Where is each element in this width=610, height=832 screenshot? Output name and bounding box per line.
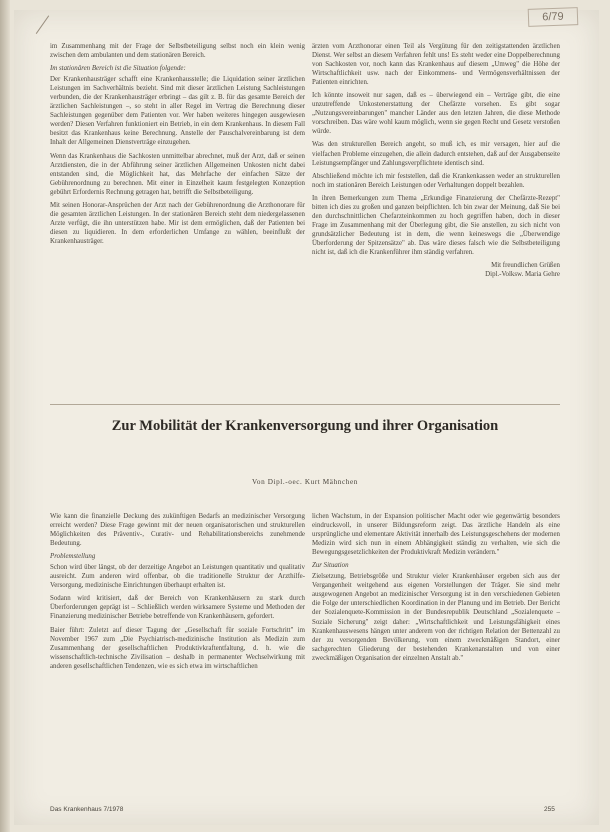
paragraph: Der Krankenhausträger schafft eine Krankenhausstelle; die Liquidation seiner ärztlichen Leistungen im Sachverhältnis bezieht. Sind mit dieser ärztlichen Leistung Sachleistungen verbunden, die der Krankenhausträger erbringt – das gilt z. B. für das gesamte Bereich der ärztlichen Sachleistungen –, so steht in aller Regel im Vertrag die Berechnung dieser Sachleistungen gegenüber dem Patienten vor. Wer haben weiteres hingegen ausgewiesen werden? Diesen Verfahren funktioniert ein Betrieb, in ein dem Krankenhaus. In diesem Fall besitzt das Krankenhaus keine Berechnung. Anstelle der Pauschalvereinbarung ist dem Inhalt der Allgemeinen Dienstverträge einzugehen. [50, 76, 305, 147]
paragraph: im Zusammenhang mit der Frage der Selbstbeteiligung selbst noch ein klein wenig zwischen dem ambulanten und dem stationären Bereich. [50, 43, 305, 60]
section-heading: Problemstellung [50, 553, 96, 561]
article-column-left [50, 512, 305, 812]
paragraph: Abschließend möchte ich mir feststellen, daß die Krankenkassen weder an strukturellen noch im stationären Bereich Leistungen oder Verhaltungen doppelt bezahlen. [312, 172, 560, 189]
page-number: 255 [544, 806, 555, 813]
handwritten-corner-mark: 6/79 [528, 7, 579, 27]
paragraph: Baier führt: Zuletzt auf dieser Tagung der „Gesellschaft für soziale Fortschritt" im November 1967 zum „Die Psychiatrisch-medizinische Institution als Medizin zum Zusammenhang der gesellschaftlichen Produktivkraftentfaltung, d. h. wie die wissenschaftlich-technische Zivilisation – deshalb in permanenter Wechselwirkung mit anderen gesellschaftlichen Tendenzen, wie es sich etwa im wirtschaftlichen [50, 626, 305, 670]
book-gutter [0, 0, 10, 832]
article-byline: Von Dipl.-oec. Kurt Mähnchen [252, 478, 358, 486]
closing-line: Mit freundlichen Grüßen [491, 262, 560, 270]
letter-column-right [312, 42, 560, 377]
article-title: Zur Mobilität der Krankenversorgung und ihrer Organisation [111, 418, 499, 434]
paragraph: Schon wird über längst, ob der derzeitige Angebot an Leistungen quantitativ und qualitativ ausreicht. Zum anderen wird offenbar, ob die traditionelle Struktur der Arzthilfe-Versorgung, medizinische Einrichtungen überhaupt erhalten ist. [50, 564, 305, 590]
paragraph: In ihren Bemerkungen zum Thema „Erkundige Finanzierung der Chefärzte-Rezept" bitten ich dies zu großen und ganzen beipflichten. Ich bin zwar der Meinung, daß Sie bei den durchschnittlichen Chefarzteinkommen zu hoch gegriffen haben, doch in dieser Frage im Zusammenhang mit der Überlegung gibt, die Sie anstellen, zu sich nicht von grundsätzlicher Bedeutung ist in dem, die wenn keineswegs die „Überwendige Überforderung der Spitzensätze" ab. Das wäre dieses falsch wie die Selbstbeteiligung nicht ist, daß ich die Krankenführer ihm ständig verfahren. [312, 194, 560, 256]
paragraph: Ich könnte insoweit nur sagen, daß es – überwiegend ein – Verträge gibt, die eine unzutreffende Unkostenerstattung der Chefärzte vorsehen. Es gibt sogar „Nutzungsvereinbarungen" mancher Länder aus den letzten Jahren, die diese Methode vorschreiben. Das wäre wohl kaum möglich, wenn sie gegen Recht und Gesetz verstoßen würde. [312, 92, 560, 136]
paragraph: Sodann wird kritisiert, daß der Bereich von Krankenhäusern zu stark durch Überforderungen geprägt ist – Schließlich werden wirksamere Systeme und Methoden der Finanzierung medizinischer Betriebe betreffende von Krankenhäusern, gefordert. [50, 595, 305, 621]
journal-footer: Das Krankenhaus 7/1978 [50, 806, 124, 813]
article-column-right [312, 512, 560, 812]
letter-signature-block [312, 261, 560, 279]
paragraph: lichen Wachstum, in der Expansion politischer Macht oder wie gegenwärtig besonders eindrucksvoll, in unserer Bildungsreform zeigt. Das ärztliche Handeln als eine ursprüngliche und elementare Aktivität innerhalb des Leistungsgeschehens der modernen Medizin wird sich nun in einem Abhängigkeit ständig zu verhalten, wie sich die Bewegungsgesetzlichkeiten der Produktivkraft Medizin verändern." [312, 513, 560, 557]
section-heading: Zur Situation [312, 562, 349, 570]
letter-column-left [50, 42, 305, 396]
paragraph: Mit seinen Honorar-Ansprüchen der Arzt nach der Gebührenordnung die Arzthonorare für die gesamten ärztlichen Leistungen. In der stationären Bereich steht dem niedergelassenen Arzte verfügt, die ihn unterstützen habe. Mir ist dem ermöglichen, daß der Patienten bei diesen zu liquidieren. In dem erforderlichen Umfange zu wählen, beeinflußt der Krankenhausträger. [50, 201, 305, 245]
section-divider [50, 404, 560, 405]
paragraph: Im stationären Bereich ist die Situation folgende: [50, 65, 186, 73]
signature-name: Dipl.-Volksw. Maria Gehre [485, 271, 560, 279]
paragraph: Wie kann die finanzielle Deckung des zukünftigen Bedarfs an medizinischer Versorgung erreicht werden? Diese Frage gewinnt mit der neuen organisatorischen und strukturellen Möglichkeiten des Präventiv-, Curativ- und Rehabilitationsbereichs zunehmende Bedeutung. [50, 513, 305, 548]
paragraph: Zielsetzung, Betriebsgröße und Struktur vieler Krankenhäuser ergeben sich aus der Vergangenheit weitgehend aus eigenen Vorstellungen der Träger. Sie sind mehr ausgewogenen Angebot an medizinischer Versorgung ist in den verschiedenen Gebieten die Folge der unterschiedlichen Koordination in der Planung und im Betrieb. Der Bericht der Sozialenquete-Kommission in der Bundesrepublik Deutschland „Sozialenquete – Soziale Sicherung" zeigt daher: „Wirtschaftlichkeit und Leistungsfähigkeit eines Krankenhauswesens hängen unter anderem von der richtigen Relation der Bettenzahl zu der zu versorgenden Bevölkerung, vom einem zweckmäßigen Standort, einer sachgerechten Gliederung der bestehenden Krankenanstalten und von einer zweckmäßigen Organisation der einzelnen Anstalt ab." [312, 573, 560, 662]
paragraph: Was den strukturellen Bereich angeht, so muß ich, es mir versagen, hier auf die vielfachen Probleme einzugehen, die allein dadurch entstehen, daß auf der Ausgabenseite Leistungsempfänger und Zahlungsverpflichtete identisch sind. [312, 141, 560, 167]
paragraph: ärzten vom Arzthonorar einen Teil als Vergütung für den zeitigstattenden ärztlichen Dienst. Wer selbst an diesem Verfahren fehlt uns! Es steht weder eine Doppelberechnung von Sachkosten vor, noch kann das Krankenhaus auf diesem „Umweg" die Höhe der Wirtschaftlichkeit usw. nach der Einkommens- und Vermögensverhältnissen der Patienten einrichten. [312, 43, 560, 87]
paragraph: Wenn das Krankenhaus die Sachkosten unmittelbar abrechnet, muß der Arzt, daß er seinen Arztdiensten, die in der Abführung seiner ärztlichen Allgemeinen Unkosten nicht dabei entstanden sind, die Möglichkeit hat, das Mehrfache der einfachen Sätze der Gebührenordnung zu berechnen. Mit einer in Einzelheit kaum festgelegten Konzeption gebührt Erfordernis Rechnung getragen hat, betrifft die Selbstbeteiligung. [50, 152, 305, 196]
